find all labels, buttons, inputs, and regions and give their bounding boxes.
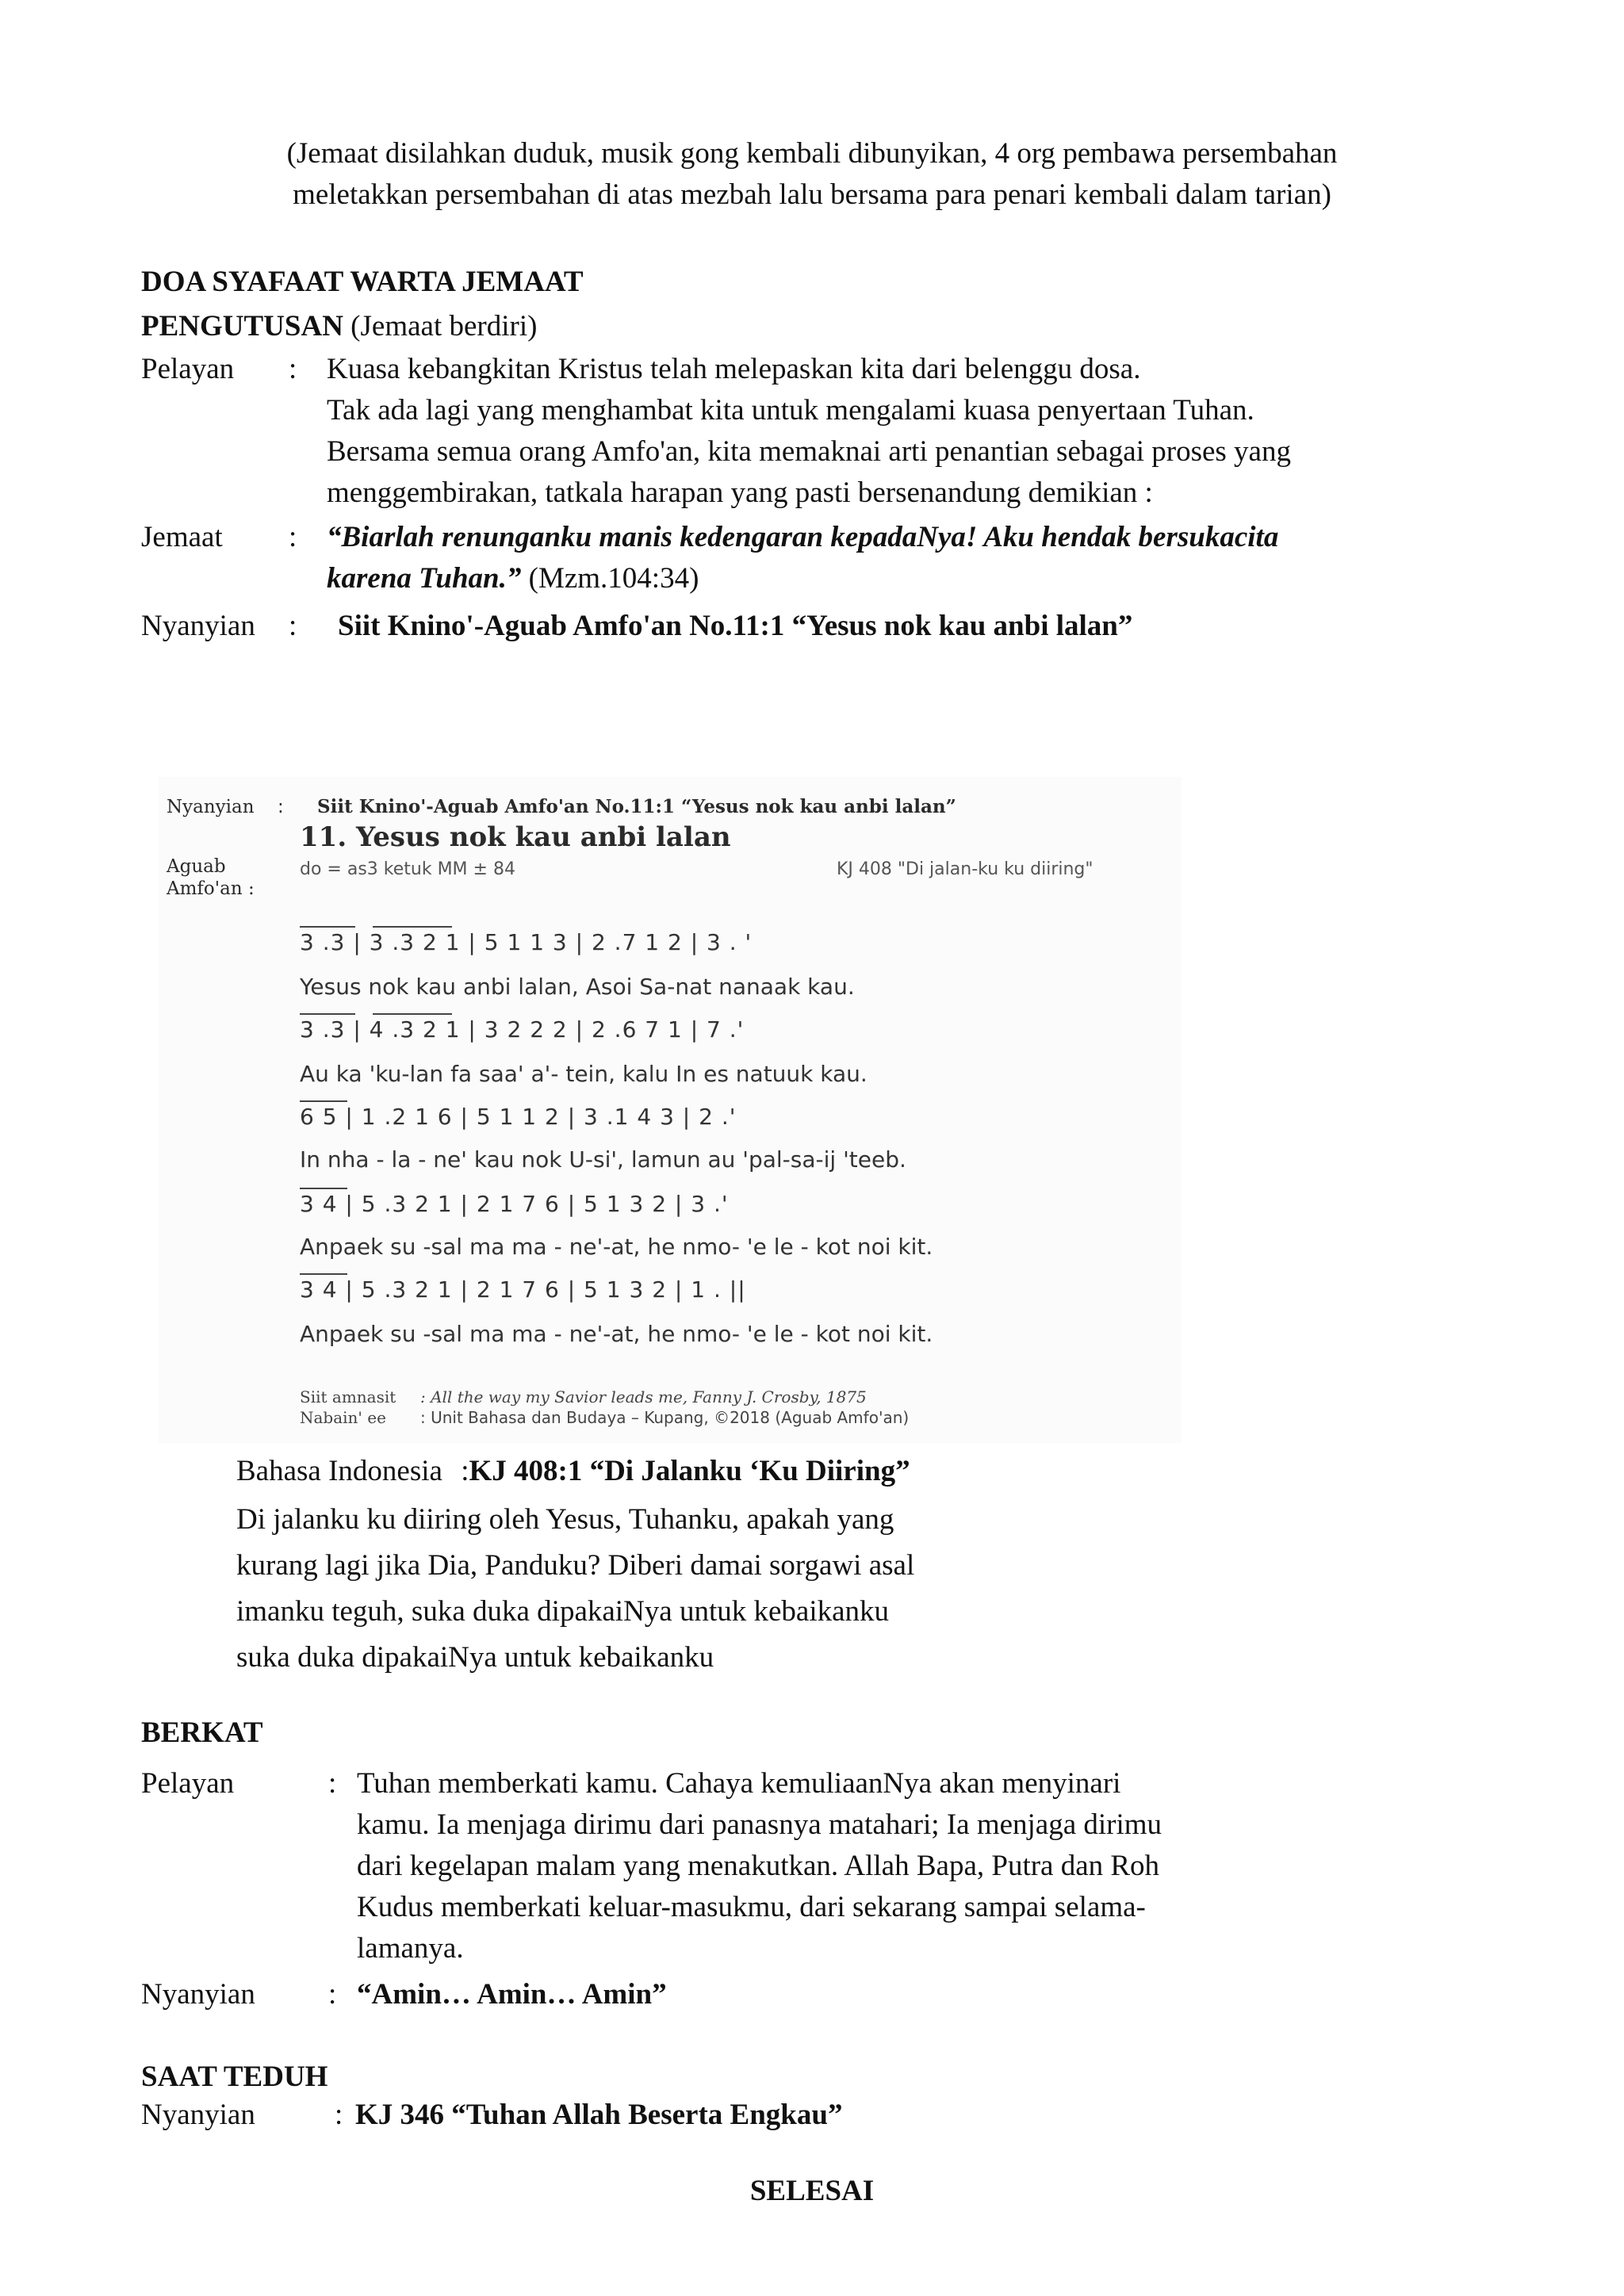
hymn-header-label: Nyanyian — [167, 797, 255, 817]
bahasa-lyric-line: suka duka dipakaiNya untuk kebaikanku — [236, 1641, 714, 1674]
credit-2-label: Nabain' ee — [300, 1408, 386, 1427]
bahasa-colon: : — [461, 1455, 469, 1487]
pelayan-line: Bersama semua orang Amfo'an, kita memaknai arti penantian sebagai proses yang — [327, 435, 1291, 468]
bahasa-lyrics — [236, 1497, 914, 1681]
doa-syafaat-heading: DOA SYAFAAT WARTA JEMAAT — [141, 266, 584, 298]
pelayan-line: Tak ada lagi yang menghambat kita untuk mengalami kuasa penyertaan Tuhan. — [327, 394, 1254, 427]
intro-line-1: (Jemaat disilahkan duduk, musik gong kembali dibunyikan, 4 org pembawa persembahan — [286, 137, 1338, 170]
bahasa-lyric-line: Di jalanku ku diiring oleh Yesus, Tuhanku, apakah yang — [236, 1503, 894, 1536]
bahasa-title: KJ 408:1 “Di Jalanku ‘Ku Diiring” — [469, 1455, 910, 1487]
jemaat-reference: (Mzm.104:34) — [521, 562, 699, 595]
nyanyian-1-text: Siit Knino'-Aguab Amfo'an No.11:1 “Yesus nok kau anbi lalan” — [338, 610, 1133, 642]
pelayan-line: Kuasa kebangkitan Kristus telah melepaskan kita dari belenggu dosa. — [327, 353, 1141, 385]
berkat-heading: BERKAT — [141, 1716, 263, 1749]
notation-line: 3 4 | 5 .3 2 1 | 2 1 7 6 | 5 1 3 2 | 3 .' — [300, 1191, 729, 1217]
selesai-heading: SELESAI — [749, 2175, 875, 2207]
bahasa-indonesia-row — [236, 1451, 1346, 1492]
berkat-colon: : — [328, 1767, 337, 1800]
lyric-line: Anpaek su -sal ma ma - ne'-at, he nmo- 'e le - kot noi kit. — [300, 1234, 933, 1260]
saat-teduh-colon: : — [335, 2099, 343, 2131]
hymn-title: 11. Yesus nok kau anbi lalan — [300, 821, 731, 853]
beam-line — [300, 1273, 347, 1275]
nyanyian-1-colon: : — [289, 610, 297, 642]
pelayan-line: menggembirakan, tatkala harapan yang pasti bersenandung demikian : — [327, 476, 1153, 509]
credit-1-label: Siit amnasit — [300, 1387, 396, 1406]
berkat-line: kamu. Ia menjaga dirimu dari panasnya matahari; Ia menjaga dirimu — [357, 1808, 1162, 1841]
lyric-line: Yesus nok kau anbi lalan, Asoi Sa-nat nanaak kau. — [300, 974, 855, 1000]
nyanyian-2-label: Nyanyian — [141, 1978, 255, 2011]
nyanyian-1-label: Nyanyian — [141, 610, 255, 642]
berkat-text — [357, 1763, 1162, 1969]
berkat-line: dari kegelapan malam yang menakutkan. Allah Bapa, Putra dan Roh — [357, 1850, 1160, 1882]
beam-line — [373, 926, 452, 928]
pengutusan-heading-row — [141, 306, 537, 347]
lyric-line: Au ka 'ku-lan fa saa' a'- tein, kalu In es natuuk kau. — [300, 1061, 868, 1087]
notation-line: 3 4 | 5 .3 2 1 | 2 1 7 6 | 5 1 3 2 | 1 . || — [300, 1276, 746, 1303]
notation-line: 3 .3 | 4 .3 2 1 | 3 2 2 2 | 2 .6 7 1 | 7 .' — [300, 1016, 745, 1043]
bahasa-lyric-line: kurang lagi jika Dia, Panduku? Diberi damai sorgawi asal — [236, 1549, 915, 1582]
beam-line — [300, 1188, 347, 1189]
bahasa-label: Bahasa Indonesia — [236, 1455, 442, 1487]
jemaat-text — [327, 517, 1278, 599]
hymn-score-image — [159, 777, 1182, 1443]
pelayan-section — [141, 349, 1489, 523]
beam-line — [300, 1013, 355, 1015]
hymn-key: do = as3 ketuk MM ± 84 — [300, 859, 515, 879]
hymn-side-label-2: Amfo'an : — [167, 878, 255, 899]
lyric-line: In nha - la - ne' kau nok U-si', lamun au 'pal-sa-ij 'teeb. — [300, 1146, 906, 1173]
hymn-header-text: Siit Knino'-Aguab Amfo'an No.11:1 “Yesus nok kau anbi lalan” — [317, 796, 956, 817]
hymn-side-label-1: Aguab — [167, 856, 226, 877]
hymn-header-colon: : — [278, 797, 284, 817]
berkat-pelayan-label: Pelayan — [141, 1767, 235, 1800]
beam-line — [373, 1013, 452, 1015]
intro-line-2: meletakkan persembahan di atas mezbah lalu bersama para penari kembali dalam tarian) — [293, 178, 1331, 211]
pelayan-text — [327, 349, 1291, 514]
beam-line — [300, 926, 355, 928]
credit-2-text: : Unit Bahasa dan Budaya – Kupang, ©2018 (Aguab Amfo'an) — [420, 1408, 910, 1427]
jemaat-colon: : — [289, 521, 297, 553]
notation-line: 3 .3 | 3 .3 2 1 | 5 1 1 3 | 2 .7 1 2 | 3 . ' — [300, 929, 753, 955]
jemaat-line-1: “Biarlah renunganku manis kedengaran kepadaNya! Aku hendak bersukacita — [327, 521, 1279, 553]
bahasa-lyric-line: imanku teguh, suka duka dipakaiNya untuk kebaikanku — [236, 1595, 890, 1628]
beam-line — [300, 1100, 347, 1102]
nyanyian-2-colon: : — [328, 1978, 337, 2011]
pengutusan-heading: PENGUTUSAN — [141, 310, 343, 342]
hymn-reference: KJ 408 "Di jalan-ku ku diiring" — [837, 859, 1094, 879]
saat-teduh-text: KJ 346 “Tuhan Allah Beserta Engkau” — [355, 2099, 843, 2131]
pengutusan-note: (Jemaat berdiri) — [350, 310, 538, 342]
pelayan-label: Pelayan — [141, 353, 235, 385]
saat-teduh-heading: SAAT TEDUH — [141, 2061, 328, 2093]
jemaat-line-2: karena Tuhan.” — [327, 562, 522, 595]
pelayan-colon: : — [289, 353, 297, 385]
berkat-line: lamanya. — [357, 1932, 464, 1965]
credit-1-text: : All the way my Savior leads me, Fanny J. Crosby, 1875 — [420, 1387, 867, 1406]
berkat-line: Kudus memberkati keluar-masukmu, dari sekarang sampai selama- — [357, 1891, 1146, 1923]
notation-line: 6 5 | 1 .2 1 6 | 5 1 1 2 | 3 .1 4 3 | 2 .' — [300, 1104, 737, 1130]
berkat-section — [141, 1763, 1489, 1985]
jemaat-section — [141, 517, 1489, 604]
jemaat-label: Jemaat — [141, 521, 223, 553]
nyanyian-2-text: “Amin… Amin… Amin” — [357, 1978, 667, 2011]
berkat-line: Tuhan memberkati kamu. Cahaya kemuliaanNya akan menyinari — [357, 1767, 1121, 1800]
saat-teduh-label: Nyanyian — [141, 2099, 255, 2131]
lyric-line: Anpaek su -sal ma ma - ne'-at, he nmo- 'e le - kot noi kit. — [300, 1321, 933, 1347]
